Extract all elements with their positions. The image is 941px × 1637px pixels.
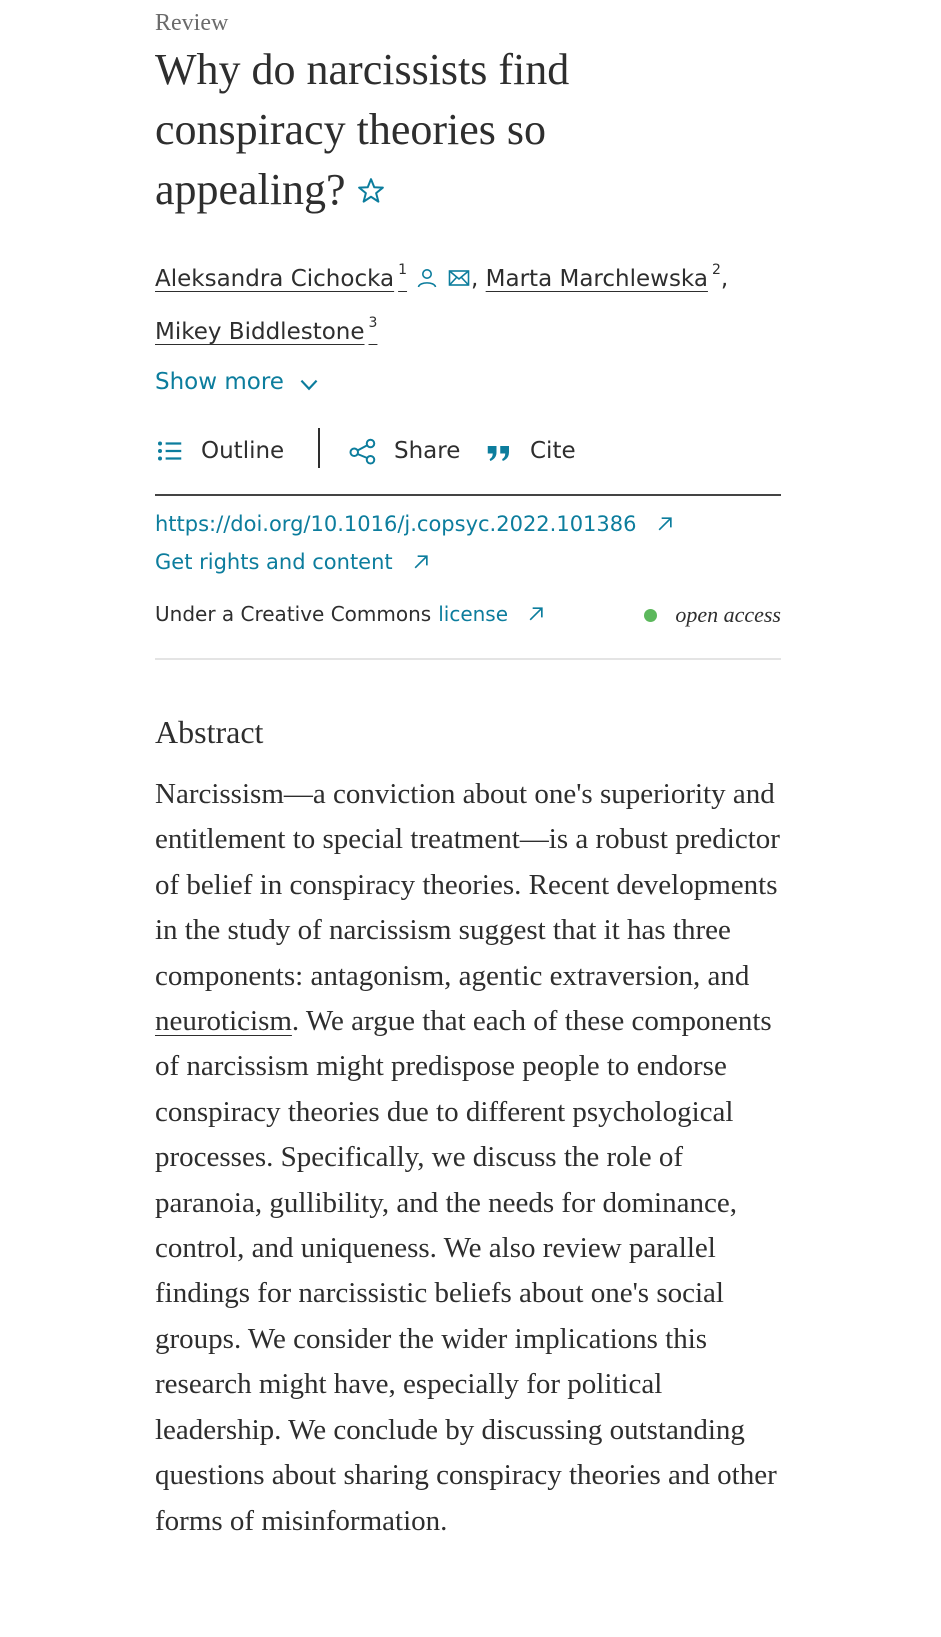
abstract-text-part1: Narcissism—a conviction about one's superiority and entitlement to special treatment—is a robust predictor of belief in conspiracy theories. Recent developments in the study of narcissism suggest that it has three components: antagonism, agentic extraversion, and	[155, 778, 780, 992]
license-row	[155, 598, 781, 660]
share-button[interactable]	[348, 436, 460, 466]
article-toolbar	[155, 414, 781, 496]
rights-text: Get rights and content	[155, 550, 393, 574]
open-access-badge	[644, 602, 781, 628]
toolbar-divider	[318, 428, 320, 468]
neuroticism-term-link[interactable]: neuroticism	[155, 1005, 292, 1038]
license-prefix: Under a Creative Commons	[155, 602, 432, 626]
author-affiliation-3: 3	[368, 315, 378, 331]
outline-button[interactable]	[155, 436, 284, 466]
doi-text: https://doi.org/10.1016/j.copsyc.2022.101386	[155, 512, 637, 536]
cite-button[interactable]	[484, 436, 576, 466]
license-link[interactable]: license	[438, 602, 546, 626]
author-affiliation-2: 2	[711, 262, 721, 278]
author-affiliation-1: 1	[398, 262, 408, 278]
article-title-text: Why do narcissists find conspiracy theories so appealing?	[155, 45, 570, 214]
author-link-marchlewska[interactable]: Marta Marchlewska	[485, 266, 708, 292]
abstract-text	[155, 772, 781, 1544]
external-link-icon	[526, 604, 546, 624]
author-separator: ,	[471, 266, 486, 292]
author-list	[155, 248, 775, 354]
outline-label: Outline	[201, 438, 285, 464]
open-access-dot	[644, 609, 657, 622]
cite-label: Cite	[530, 438, 576, 464]
author-link-biddlestone[interactable]: Mikey Biddlestone $^3$	[155, 315, 378, 345]
share-label: Share	[394, 438, 461, 464]
license-statement	[155, 602, 546, 626]
doi-link[interactable]	[155, 512, 675, 536]
external-link-icon	[655, 514, 675, 534]
star-icon[interactable]	[356, 176, 386, 206]
rights-link[interactable]	[155, 550, 431, 574]
external-link-icon	[411, 552, 431, 572]
article-title	[155, 40, 715, 220]
abstract-heading: Abstract	[155, 714, 264, 750]
chevron-down-icon	[296, 372, 322, 398]
show-more-button[interactable]	[155, 366, 322, 398]
person-icon[interactable]	[415, 266, 439, 290]
abstract-text-part2: . We argue that each of these components of narcissism might predispose people to endorse conspiracy theories due to different psychological processes. Specifically, we discuss the role of paranoia, gullibility, and the needs for dominance, control, and uniqueness. We also review parallel findings for narcissistic beliefs about one's social groups. We consider the wider implications this research might have, especially for political leadership. We conclude by discussing outstanding questions about sharing conspiracy theories and other forms of misinformation.	[155, 1005, 777, 1537]
envelope-icon[interactable]	[447, 266, 471, 290]
quote-icon	[484, 436, 514, 466]
author-link-cichocka[interactable]: Aleksandra Cichocka $^1$	[155, 262, 408, 292]
author-separator: ,	[720, 266, 729, 292]
share-icon	[348, 436, 378, 466]
open-access-label: open access	[675, 602, 781, 627]
article-type-label: Review	[155, 10, 229, 36]
show-more-label: Show more	[155, 369, 284, 395]
list-icon	[155, 436, 185, 466]
